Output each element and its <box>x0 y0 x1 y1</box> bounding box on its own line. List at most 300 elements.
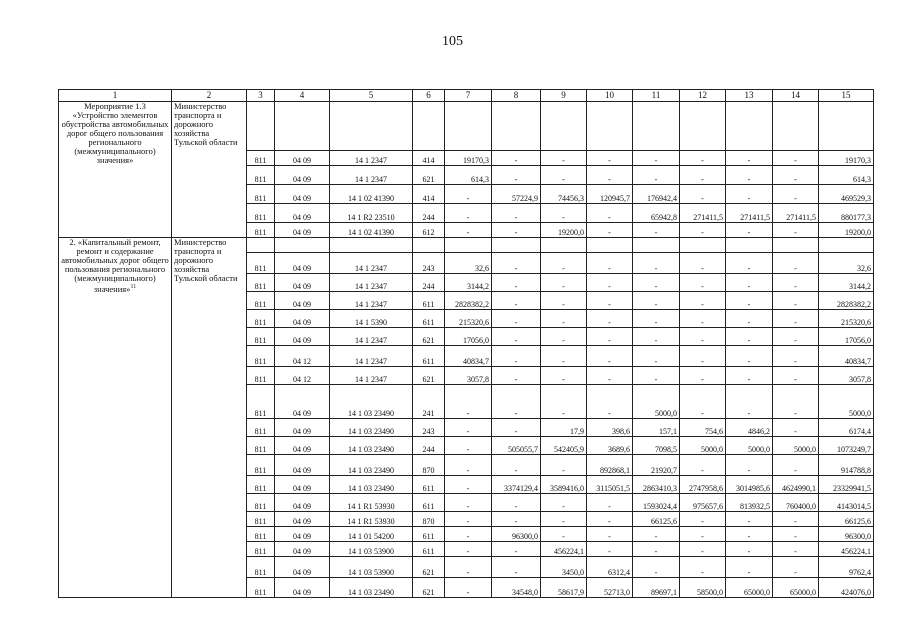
table-cell-col-8: - <box>492 455 541 476</box>
table-cell-col-5: 14 1 03 53900 <box>330 542 413 557</box>
table-cell-col-8: - <box>492 346 541 367</box>
table-cell-col-7: - <box>445 527 492 542</box>
table-cell-col-4: 04 09 <box>275 310 330 328</box>
table-cell-col-10: - <box>587 292 633 310</box>
table-cell-col-5: 14 1 2347 <box>330 292 413 310</box>
table-cell-col-12: - <box>680 542 726 557</box>
column-header-13: 13 <box>726 90 773 102</box>
table-cell-col-8: 34548,0 <box>492 578 541 598</box>
column-header-2: 2 <box>172 90 247 102</box>
table-cell-col-12: 271411,5 <box>680 204 726 223</box>
table-cell-col-6: 870 <box>413 455 445 476</box>
table-cell-col-10: - <box>587 166 633 185</box>
section-header-row <box>59 238 874 253</box>
column-header-11: 11 <box>633 90 680 102</box>
table-cell-col-11: - <box>633 328 680 346</box>
table-cell-col-13: - <box>726 310 773 328</box>
empty-cell <box>773 238 819 253</box>
table-cell-col-12: 2747958,6 <box>680 476 726 494</box>
table-cell-col-13: - <box>726 557 773 578</box>
table-cell-col-7: 32,6 <box>445 253 492 274</box>
table-cell-col-15: 19200,0 <box>819 223 874 238</box>
table-cell-col-7: - <box>445 437 492 455</box>
table-cell-col-4: 04 09 <box>275 253 330 274</box>
table-cell-col-6: 244 <box>413 437 445 455</box>
table-cell-col-12: - <box>680 292 726 310</box>
table-cell-col-7: - <box>445 455 492 476</box>
table-cell-col-9: 542405,9 <box>541 437 587 455</box>
table-cell-col-13: - <box>726 328 773 346</box>
table-cell-col-3: 811 <box>247 476 275 494</box>
table-cell-col-11: - <box>633 527 680 542</box>
table-cell-col-6: 611 <box>413 310 445 328</box>
table-body <box>59 102 874 598</box>
table-cell-col-5: 14 1 2347 <box>330 346 413 367</box>
table-cell-col-8: - <box>492 557 541 578</box>
table-cell-col-8: - <box>492 494 541 512</box>
table-cell-col-4: 04 09 <box>275 455 330 476</box>
table-cell-col-14: - <box>773 274 819 292</box>
table-cell-col-7: 2828382,2 <box>445 292 492 310</box>
table-cell-col-8: 3374129,4 <box>492 476 541 494</box>
table-cell-col-13: - <box>726 527 773 542</box>
table-cell-col-6: 621 <box>413 166 445 185</box>
table-cell-col-15: 19170,3 <box>819 151 874 166</box>
table-cell-col-4: 04 09 <box>275 512 330 527</box>
table-cell-col-4: 04 09 <box>275 527 330 542</box>
empty-cell <box>445 238 492 253</box>
empty-cell <box>492 102 541 151</box>
table-cell-col-6: 611 <box>413 527 445 542</box>
table-cell-col-13: - <box>726 166 773 185</box>
table-cell-col-8: - <box>492 166 541 185</box>
table-cell-col-11: 5000,0 <box>633 385 680 419</box>
table-cell-col-11: - <box>633 346 680 367</box>
table-cell-col-8: - <box>492 274 541 292</box>
table-cell-col-4: 04 09 <box>275 185 330 204</box>
table-cell-col-9: 17,9 <box>541 419 587 437</box>
table-cell-col-14: 4624990,1 <box>773 476 819 494</box>
table-cell-col-10: 892868,1 <box>587 455 633 476</box>
table-cell-col-9: 74456,3 <box>541 185 587 204</box>
table-cell-col-12: 754,6 <box>680 419 726 437</box>
table-cell-col-15: 17056,0 <box>819 328 874 346</box>
table-cell-col-15: 3057,8 <box>819 367 874 385</box>
empty-cell <box>445 102 492 151</box>
table-cell-col-15: 6174,4 <box>819 419 874 437</box>
table-cell-col-9: 3450,0 <box>541 557 587 578</box>
footnote-mark: 11 <box>130 284 137 290</box>
table-cell-col-11: - <box>633 151 680 166</box>
table-cell-col-8: - <box>492 292 541 310</box>
table-cell-col-7: - <box>445 385 492 419</box>
table-cell-col-6: 612 <box>413 223 445 238</box>
table-cell-col-7: 17056,0 <box>445 328 492 346</box>
table-cell-col-15: 3144,2 <box>819 274 874 292</box>
table-cell-col-12: - <box>680 185 726 204</box>
table-cell-col-12: - <box>680 223 726 238</box>
table-cell-col-5: 14 1 R1 53930 <box>330 512 413 527</box>
table-cell-col-13: 813932,5 <box>726 494 773 512</box>
table-cell-col-4: 04 09 <box>275 223 330 238</box>
table-cell-col-9: - <box>541 253 587 274</box>
table-cell-col-7: 614,3 <box>445 166 492 185</box>
table-cell-col-8: - <box>492 328 541 346</box>
empty-cell <box>247 238 275 253</box>
table-cell-col-6: 611 <box>413 346 445 367</box>
table-header <box>59 90 874 102</box>
table-cell-col-13: 65000,0 <box>726 578 773 598</box>
table-cell-col-9: - <box>541 346 587 367</box>
table-cell-col-8: - <box>492 151 541 166</box>
table-cell-col-13: 4846,2 <box>726 419 773 437</box>
section-header-row <box>59 102 874 151</box>
column-header-6: 6 <box>413 90 445 102</box>
empty-cell <box>492 238 541 253</box>
table-cell-col-6: 621 <box>413 328 445 346</box>
table-cell-col-6: 611 <box>413 292 445 310</box>
table-cell-col-12: - <box>680 151 726 166</box>
table-cell-col-4: 04 09 <box>275 204 330 223</box>
table-cell-col-10: - <box>587 253 633 274</box>
table-cell-col-10: - <box>587 274 633 292</box>
table-cell-col-15: 424076,0 <box>819 578 874 598</box>
table-cell-col-12: - <box>680 385 726 419</box>
table-cell-col-15: 32,6 <box>819 253 874 274</box>
table-cell-col-14: 271411,5 <box>773 204 819 223</box>
table-cell-col-10: 6312,4 <box>587 557 633 578</box>
table-cell-col-6: 244 <box>413 204 445 223</box>
table-cell-col-3: 811 <box>247 557 275 578</box>
table-cell-col-7: - <box>445 185 492 204</box>
measure-description: Мероприятие 1.3 «Устройство элементов обустройства автомобильных дорог общего пользования регионального (межмуниципального) значения» <box>59 102 172 238</box>
table-cell-col-4: 04 09 <box>275 385 330 419</box>
table-cell-col-11: 7098,5 <box>633 437 680 455</box>
table-cell-col-5: 14 1 R1 53930 <box>330 494 413 512</box>
table-cell-col-13: - <box>726 367 773 385</box>
table-cell-col-15: 9762,4 <box>819 557 874 578</box>
table-cell-col-13: - <box>726 185 773 204</box>
table-cell-col-4: 04 09 <box>275 328 330 346</box>
table-cell-col-12: - <box>680 253 726 274</box>
table-cell-col-6: 611 <box>413 494 445 512</box>
table-cell-col-14: - <box>773 223 819 238</box>
table-cell-col-11: - <box>633 223 680 238</box>
column-header-5: 5 <box>330 90 413 102</box>
table-cell-col-11: 176942,4 <box>633 185 680 204</box>
table-cell-col-5: 14 1 03 23490 <box>330 437 413 455</box>
table-cell-col-15: 456224,1 <box>819 542 874 557</box>
empty-cell <box>541 102 587 151</box>
table-cell-col-15: 96300,0 <box>819 527 874 542</box>
table-cell-col-3: 811 <box>247 292 275 310</box>
table-cell-col-13: 271411,5 <box>726 204 773 223</box>
table-cell-col-10: - <box>587 494 633 512</box>
empty-cell <box>413 102 445 151</box>
table-cell-col-14: - <box>773 310 819 328</box>
table-cell-col-10: 3689,6 <box>587 437 633 455</box>
table-cell-col-12: - <box>680 512 726 527</box>
table-cell-col-7: - <box>445 204 492 223</box>
table-cell-col-11: 89697,1 <box>633 578 680 598</box>
table-cell-col-6: 621 <box>413 557 445 578</box>
table-cell-col-12: - <box>680 274 726 292</box>
table-cell-col-5: 14 1 2347 <box>330 151 413 166</box>
table-cell-col-9: - <box>541 527 587 542</box>
table-cell-col-13: - <box>726 274 773 292</box>
table-cell-col-9: 58617,9 <box>541 578 587 598</box>
empty-cell <box>587 102 633 151</box>
table-cell-col-14: - <box>773 253 819 274</box>
table-cell-col-9: - <box>541 204 587 223</box>
table-cell-col-3: 811 <box>247 527 275 542</box>
table-cell-col-13: - <box>726 253 773 274</box>
table-cell-col-10: 3115051,5 <box>587 476 633 494</box>
table-cell-col-15: 614,3 <box>819 166 874 185</box>
table-cell-col-8: - <box>492 204 541 223</box>
table-cell-col-9: - <box>541 274 587 292</box>
table-cell-col-7: - <box>445 578 492 598</box>
column-header-8: 8 <box>492 90 541 102</box>
table-cell-col-12: - <box>680 166 726 185</box>
table-cell-col-8: 57224,9 <box>492 185 541 204</box>
table-cell-col-3: 811 <box>247 253 275 274</box>
table-cell-col-6: 870 <box>413 512 445 527</box>
table-cell-col-6: 243 <box>413 419 445 437</box>
table-cell-col-12: - <box>680 527 726 542</box>
table-cell-col-10: 52713,0 <box>587 578 633 598</box>
budget-table <box>58 89 874 598</box>
table-cell-col-11: 65942,8 <box>633 204 680 223</box>
table-cell-col-11: - <box>633 310 680 328</box>
table-cell-col-11: - <box>633 292 680 310</box>
table-cell-col-7: - <box>445 512 492 527</box>
table-cell-col-8: - <box>492 310 541 328</box>
table-cell-col-5: 14 1 02 41390 <box>330 185 413 204</box>
table-cell-col-11: - <box>633 253 680 274</box>
table-cell-col-14: - <box>773 419 819 437</box>
table-cell-col-11: - <box>633 557 680 578</box>
table-cell-col-7: - <box>445 542 492 557</box>
table-cell-col-14: - <box>773 557 819 578</box>
measure-description: 2. «Капитальный ремонт, ремонт и содержание автомобильных дорог общего пользования регионального (межмуниципального) значения»$^{11}$ <box>59 238 172 598</box>
table-cell-col-5: 14 1 2347 <box>330 274 413 292</box>
table-cell-col-13: - <box>726 223 773 238</box>
table-cell-col-4: 04 09 <box>275 437 330 455</box>
table-cell-col-8: - <box>492 542 541 557</box>
table-cell-col-11: 21920,7 <box>633 455 680 476</box>
table-cell-col-9: - <box>541 310 587 328</box>
table-cell-col-4: 04 09 <box>275 542 330 557</box>
table-cell-col-10: - <box>587 346 633 367</box>
table-cell-col-9: - <box>541 455 587 476</box>
table-cell-col-10: 398,6 <box>587 419 633 437</box>
table-cell-col-12: - <box>680 310 726 328</box>
table-cell-col-14: - <box>773 151 819 166</box>
table-cell-col-5: 14 1 01 54200 <box>330 527 413 542</box>
table-cell-col-9: 3589416,0 <box>541 476 587 494</box>
table-cell-col-12: - <box>680 557 726 578</box>
table-cell-col-12: - <box>680 367 726 385</box>
table-cell-col-15: 23329941,5 <box>819 476 874 494</box>
table-cell-col-5: 14 1 5390 <box>330 310 413 328</box>
table-cell-col-9: - <box>541 494 587 512</box>
column-header-1: 1 <box>59 90 172 102</box>
empty-cell <box>726 102 773 151</box>
table-cell-col-10: - <box>587 151 633 166</box>
empty-cell <box>413 238 445 253</box>
empty-cell <box>330 238 413 253</box>
table-cell-col-3: 811 <box>247 204 275 223</box>
column-header-12: 12 <box>680 90 726 102</box>
page-number: 105 <box>442 34 463 49</box>
table-cell-col-5: 14 1 2347 <box>330 367 413 385</box>
table-cell-col-8: - <box>492 253 541 274</box>
empty-cell <box>633 102 680 151</box>
table-cell-col-4: 04 09 <box>275 557 330 578</box>
table-cell-col-4: 04 09 <box>275 274 330 292</box>
table-cell-col-12: - <box>680 328 726 346</box>
table-cell-col-3: 811 <box>247 346 275 367</box>
table-cell-col-14: 5000,0 <box>773 437 819 455</box>
table-cell-col-5: 14 1 02 41390 <box>330 223 413 238</box>
table-cell-col-7: 3057,8 <box>445 367 492 385</box>
table-cell-col-9: - <box>541 512 587 527</box>
table-cell-col-5: 14 1 2347 <box>330 253 413 274</box>
table-cell-col-7: 215320,6 <box>445 310 492 328</box>
table-cell-col-3: 811 <box>247 578 275 598</box>
table-cell-col-5: 14 1 03 23490 <box>330 419 413 437</box>
table-cell-col-14: - <box>773 185 819 204</box>
table-cell-col-6: 414 <box>413 185 445 204</box>
table-cell-col-5: 14 1 03 23490 <box>330 578 413 598</box>
table-cell-col-6: 621 <box>413 367 445 385</box>
table-cell-col-13: - <box>726 512 773 527</box>
empty-cell <box>275 238 330 253</box>
table-cell-col-3: 811 <box>247 151 275 166</box>
table-cell-col-7: - <box>445 494 492 512</box>
column-header-15: 15 <box>819 90 874 102</box>
empty-cell <box>680 102 726 151</box>
table-cell-col-12: 58500,0 <box>680 578 726 598</box>
table-cell-col-15: 880177,3 <box>819 204 874 223</box>
column-header-4: 4 <box>275 90 330 102</box>
table-cell-col-13: - <box>726 151 773 166</box>
empty-cell <box>819 238 874 253</box>
table-cell-col-8: - <box>492 419 541 437</box>
table-cell-col-3: 811 <box>247 437 275 455</box>
empty-cell <box>819 102 874 151</box>
table-cell-col-6: 611 <box>413 476 445 494</box>
table-cell-col-4: 04 12 <box>275 367 330 385</box>
table-cell-col-4: 04 12 <box>275 346 330 367</box>
table-cell-col-15: 914788,8 <box>819 455 874 476</box>
table-cell-col-8: 505055,7 <box>492 437 541 455</box>
table-cell-col-14: - <box>773 166 819 185</box>
empty-cell <box>541 238 587 253</box>
column-header-10: 10 <box>587 90 633 102</box>
table-cell-col-10: - <box>587 204 633 223</box>
table-cell-col-10: - <box>587 385 633 419</box>
table-cell-col-13: - <box>726 455 773 476</box>
table-cell-col-3: 811 <box>247 310 275 328</box>
table-cell-col-8: 96300,0 <box>492 527 541 542</box>
responsible-organization: Министерство транспорта и дорожного хозяйства Тульской области <box>172 238 247 598</box>
table-cell-col-13: - <box>726 542 773 557</box>
table-cell-col-9: - <box>541 367 587 385</box>
table-cell-col-5: 14 1 R2 23510 <box>330 204 413 223</box>
table-cell-col-4: 04 09 <box>275 494 330 512</box>
table-cell-col-6: 243 <box>413 253 445 274</box>
table-cell-col-3: 811 <box>247 542 275 557</box>
table-cell-col-9: - <box>541 151 587 166</box>
table-cell-col-4: 04 09 <box>275 292 330 310</box>
table-cell-col-15: 2828382,2 <box>819 292 874 310</box>
empty-cell <box>680 238 726 253</box>
table-cell-col-3: 811 <box>247 455 275 476</box>
table-cell-col-9: 19200,0 <box>541 223 587 238</box>
empty-cell <box>587 238 633 253</box>
table-cell-col-11: - <box>633 274 680 292</box>
table-cell-col-3: 811 <box>247 185 275 204</box>
table-cell-col-5: 14 1 03 23490 <box>330 455 413 476</box>
column-header-14: 14 <box>773 90 819 102</box>
empty-cell <box>275 102 330 151</box>
table-cell-col-11: - <box>633 542 680 557</box>
table-cell-col-14: - <box>773 328 819 346</box>
table-cell-col-3: 811 <box>247 328 275 346</box>
table-cell-col-6: 414 <box>413 151 445 166</box>
table-cell-col-15: 215320,6 <box>819 310 874 328</box>
table-cell-col-9: 456224,1 <box>541 542 587 557</box>
table-cell-col-3: 811 <box>247 166 275 185</box>
empty-cell <box>773 102 819 151</box>
table-cell-col-14: - <box>773 542 819 557</box>
table-cell-col-9: - <box>541 292 587 310</box>
table-cell-col-14: 760400,0 <box>773 494 819 512</box>
table-cell-col-3: 811 <box>247 494 275 512</box>
table-cell-col-13: - <box>726 292 773 310</box>
responsible-organization: Министерство транспорта и дорожного хозяйства Тульской области <box>172 102 247 238</box>
table-cell-col-5: 14 1 03 23490 <box>330 476 413 494</box>
table-cell-col-10: - <box>587 223 633 238</box>
table-cell-col-14: - <box>773 385 819 419</box>
table-cell-col-12: - <box>680 455 726 476</box>
table-cell-col-14: - <box>773 512 819 527</box>
table-cell-col-8: - <box>492 385 541 419</box>
table-cell-col-10: - <box>587 527 633 542</box>
table-cell-col-7: - <box>445 419 492 437</box>
table-cell-col-7: - <box>445 476 492 494</box>
table-cell-col-10: - <box>587 512 633 527</box>
table-cell-col-15: 66125,6 <box>819 512 874 527</box>
table-cell-col-6: 611 <box>413 542 445 557</box>
table-cell-col-3: 811 <box>247 274 275 292</box>
table-cell-col-3: 811 <box>247 223 275 238</box>
column-header-9: 9 <box>541 90 587 102</box>
table-cell-col-11: - <box>633 367 680 385</box>
table-cell-col-3: 811 <box>247 512 275 527</box>
table-cell-col-13: 5000,0 <box>726 437 773 455</box>
table-cell-col-10: - <box>587 328 633 346</box>
table-cell-col-11: 66125,6 <box>633 512 680 527</box>
table-cell-col-4: 04 09 <box>275 166 330 185</box>
table-cell-col-3: 811 <box>247 367 275 385</box>
table-cell-col-7: - <box>445 223 492 238</box>
table-cell-col-6: 241 <box>413 385 445 419</box>
table-cell-col-10: - <box>587 310 633 328</box>
table-cell-col-8: - <box>492 367 541 385</box>
